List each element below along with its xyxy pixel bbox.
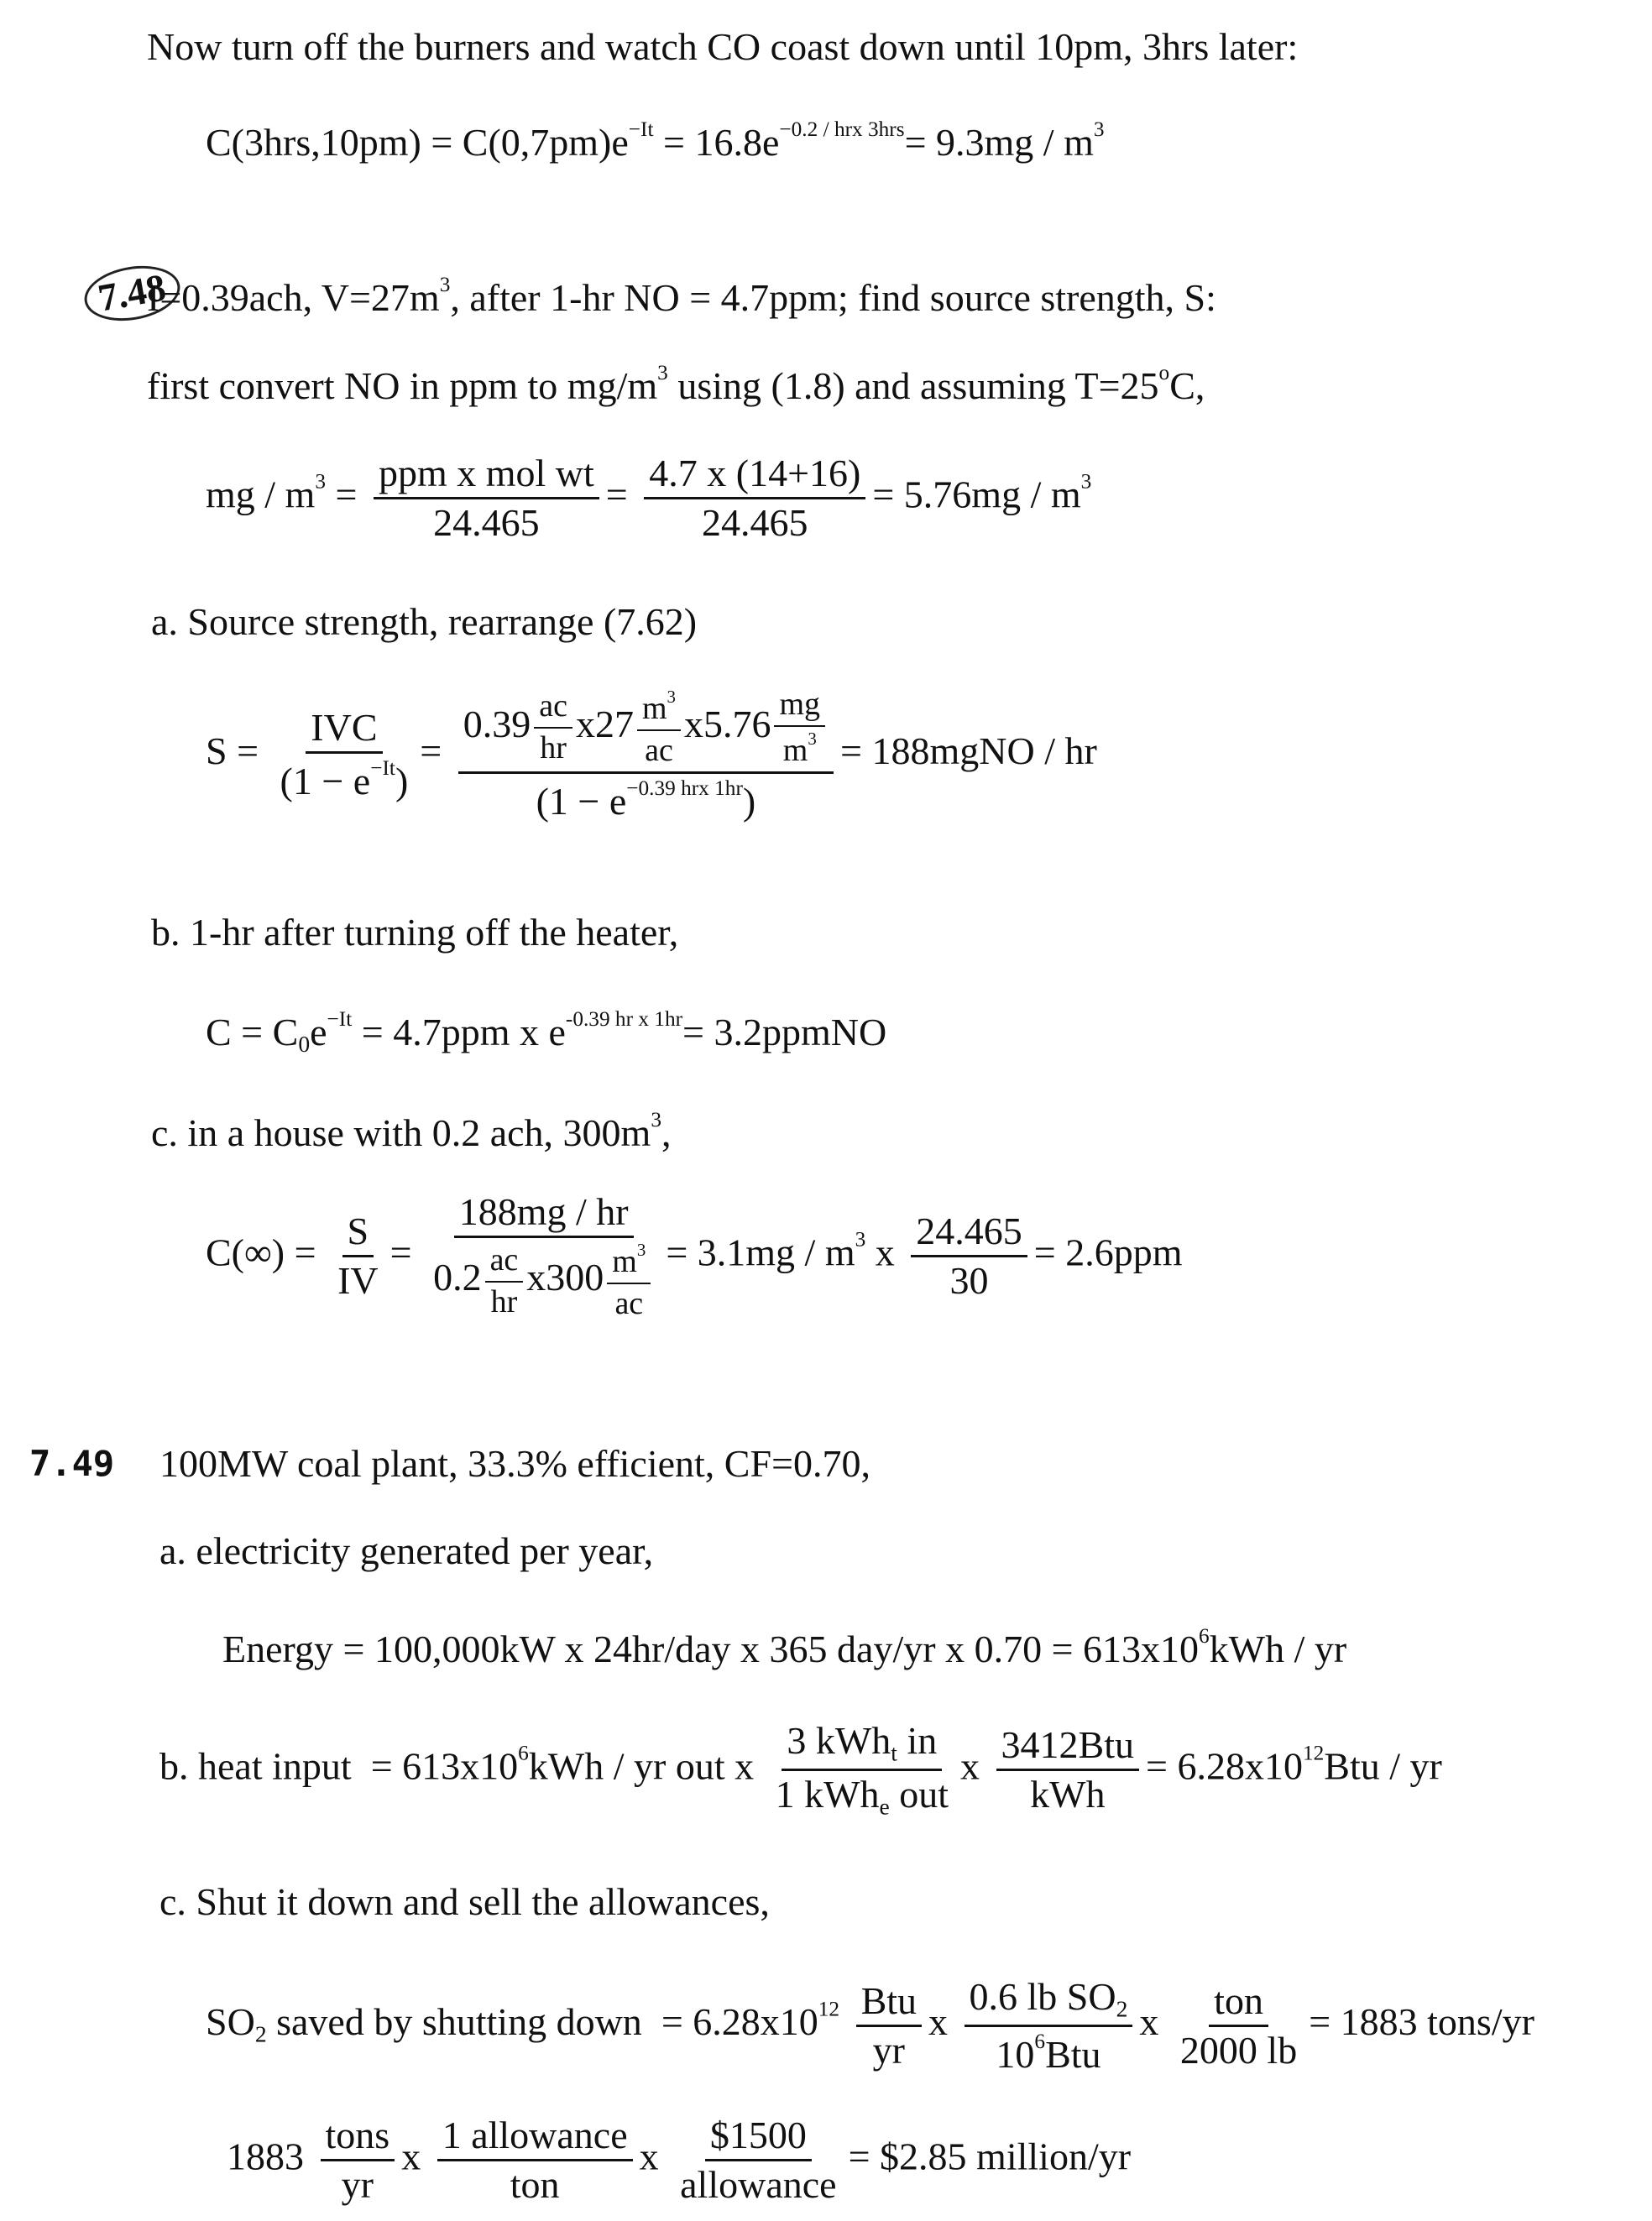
fraction: $\frac{\text{ton}}{2000 lb}$ xyxy=(1179,1978,1298,2072)
co-exp: −It xyxy=(628,118,654,141)
fraction: $\frac{3 kWh_t in}{1 kWh_e out}$ xyxy=(775,1719,949,1820)
p749-a-equation: Energy = 100,000kW x 24hr/day x 365 day/yr x $0.70 = 613x10^6kWh$ / yr xyxy=(222,1624,1347,1670)
fraction: $\frac{\text{IVC}}{(1 - e^{-It})}$ xyxy=(280,706,409,803)
fraction: 0.39 $\frac{ac}{hr}$ x27 $\frac{m^3}{ac}$ x5.76 $\frac{mg}{m^3}$ $(1 - e^{-0.39 hrx 1hr})$ xyxy=(458,688,834,822)
p748-c-label: c. in a house with 0.2 ach, $300m^3$, xyxy=(151,1108,672,1154)
cube-exp: 3 xyxy=(1093,118,1105,141)
p748-a-label: a. Source strength, rearrange (7.62) xyxy=(151,600,698,643)
p749-c-label: c. Shut it down and sell the allowances, xyxy=(159,1880,770,1923)
problem-number-749: 7.49 xyxy=(29,1443,115,1484)
p748-c-equation: C(∞) = $\frac{S}{IV}$ = 188mg / hr 0.2 $\frac{ac}{hr}$ x300 $\frac{m^3}{ac}$ = $3.1mg / m^3$ x $\frac{24.465}{30}$ = 2.6ppm xyxy=(206,1190,1183,1321)
fraction: $\frac{24.465}{30}$ xyxy=(911,1211,1027,1302)
fraction: $\frac{4.7 x (14+16)}{24.465}$ xyxy=(644,453,865,544)
p748-convert: first convert NO in ppm to $mg/m^3$ using (1.8) and assuming $T=25^oC$, xyxy=(147,361,1205,407)
co-equation xyxy=(206,118,1105,165)
p748-given: I=0.39ach, $V=27m^3$, after 1-hr NO = 4.7ppm; find source strength, S: xyxy=(147,273,1216,319)
fraction: $\frac{\text{3412Btu}}{\text{kWh}}$ xyxy=(996,1725,1139,1816)
problem-number-748: 7.48 xyxy=(84,267,180,320)
p749-a-label: a. electricity generated per year, xyxy=(159,1529,654,1572)
fraction: 188mg / hr 0.2 $\frac{ac}{hr}$ x300 $\frac{m^3}{ac}$ xyxy=(428,1192,659,1321)
fraction: $\frac{\text{ppm x mol wt}}{24.465}$ xyxy=(374,453,599,544)
p749-allowance-equation: 1883 $\frac{\text{tons}}{yr}$ x $\frac{\text{1 allowance}}{\text{ton}}$ x $\frac{\$1500}{\text{allowance}}$ = $2.85 million/yr xyxy=(227,2114,1132,2207)
p748-source-strength-eq: S = $\frac{\text{IVC}}{(1 - e^{-It})}$ = 0.39 $\frac{ac}{hr}$ x27 $\frac{m^3}{ac}$ x5.76 $\frac{mg}{m^3}$ $(1 - e^{-0.39 hrx 1hr})$ = 188mgNO / hr xyxy=(206,687,1097,823)
intro-text: Now turn off the burners and watch CO coast down until 10pm, 3hrs later: xyxy=(147,25,1299,68)
p749-b-equation: b. heat input = $613x10^6kWh$ / yr out x $\frac{3 kWh_t in}{1 kWh_e out}$ x $\frac{\text{3412Btu}}{\text{kWh}}$ = $6.28x10^{12}Btu$ / yr xyxy=(159,1719,1442,1820)
fraction: $\frac{\text{tons}}{yr}$ xyxy=(321,2115,395,2206)
fraction: $\frac{\text{Btu}}{yr}$ xyxy=(856,1981,922,2072)
p748-b-equation: $C = C_0e^{-It} = 4.7ppm$ x $e^{-0.39 hr x 1hr}=$ 3.2ppmNO xyxy=(206,1007,887,1058)
p748-b-label: b. 1-hr after turning off the heater, xyxy=(151,911,679,954)
co-eq-part: C(3hrs,10pm) = C(0,7pm)e xyxy=(206,120,629,164)
fraction: $\frac{\$1500}{\text{allowance}}$ xyxy=(680,2114,837,2207)
p749-c-equation: $SO_2$ saved by shutting down = $6.28x10^{12}$ $\frac{\text{Btu}}{yr}$ x $\frac{0.6 lb SO_2}{10^6Btu}$ x $\frac{\text{ton}}{2000 lb}$ = 1883 tons/yr xyxy=(206,1975,1534,2076)
co-exp2: −0.2 / hrx 3hrs xyxy=(779,118,905,141)
p748-conversion-eq: mg / $m^3$ = $\frac{\text{ppm x mol wt}}{24.465}$ = $\frac{4.7 x (14+16)}{24.465}$ = $5.76mg / m^3$ xyxy=(206,452,1092,545)
fraction: $\frac{S}{IV}$ xyxy=(337,1210,379,1303)
fraction: $\frac{0.6 lb SO_2}{10^6Btu}$ xyxy=(965,1977,1133,2075)
p749-given: 100MW coal plant, 33.3% efficient, CF=0.70, xyxy=(159,1442,871,1485)
fraction: $\frac{\text{1 allowance}}{\text{ton}}$ xyxy=(437,2115,633,2206)
co-eq-result: = 9.3mg / m xyxy=(904,120,1094,164)
co-eq-mid: = 16.8e xyxy=(653,120,780,164)
